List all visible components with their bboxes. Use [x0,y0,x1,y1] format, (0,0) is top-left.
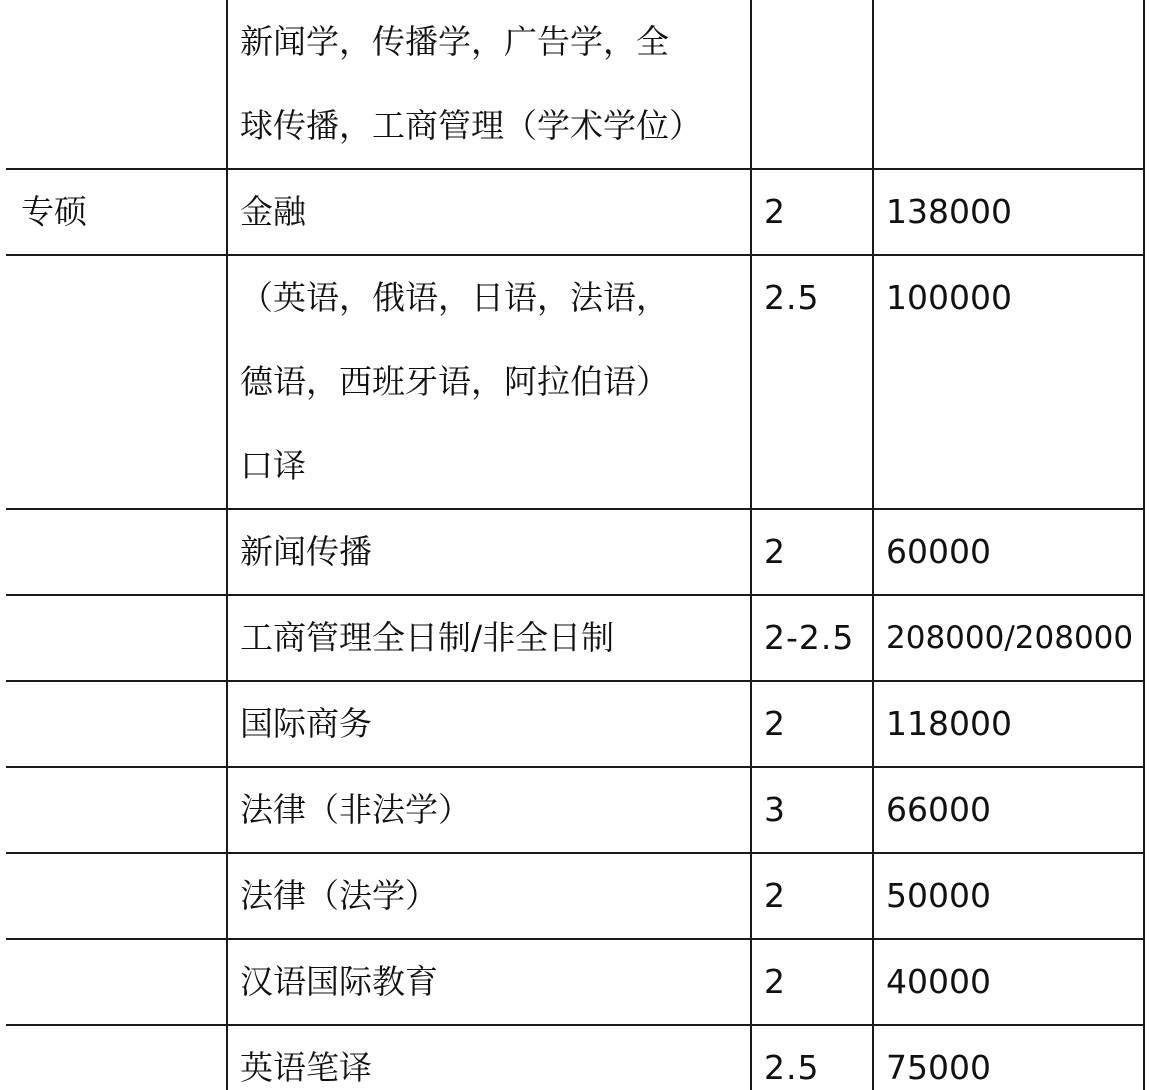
table-row [6,681,1144,767]
program-cell [227,939,751,1025]
table-row [6,767,1144,853]
program-cell [227,1025,751,1090]
program-line: 英语笔译 [240,1048,372,1087]
program-cell [227,0,751,169]
tuition-cell: 208000/208000 [873,595,1144,681]
category-cell [6,853,227,939]
program-line: 口译 [240,446,306,485]
program-line: 工商管理全日制/非全日制 [240,618,615,657]
category-cell [6,255,227,509]
tuition-cell: 50000 [873,853,1144,939]
tuition-table [6,0,1145,1090]
category-cell [6,939,227,1025]
program-line: 新闻传播 [240,532,372,571]
program-cell [227,595,751,681]
program-cell [227,853,751,939]
table-row [6,1025,1144,1090]
tuition-cell: 75000 [873,1025,1144,1090]
tuition-cell: 100000 [873,255,1144,509]
years-cell: 2 [751,853,873,939]
years-cell: 2.5 [751,255,873,509]
tuition-cell: 138000 [873,169,1144,255]
program-line: 汉语国际教育 [240,962,438,1001]
tuition-cell [873,0,1144,169]
category-cell [6,509,227,595]
table-body [6,0,1144,1090]
years-cell: 2 [751,169,873,255]
tuition-cell: 60000 [873,509,1144,595]
category-cell [6,0,227,169]
program-line: 法律（非法学） [240,790,471,829]
tuition-cell: 118000 [873,681,1144,767]
program-line: （英语，俄语，日语，法语， [240,278,669,317]
tuition-cell: 40000 [873,939,1144,1025]
program-line: 国际商务 [240,704,372,743]
program-cell [227,681,751,767]
program-line: 德语，西班牙语，阿拉伯语） [240,362,669,401]
category-cell [6,1025,227,1090]
years-cell: 2-2.5 [751,595,873,681]
table-row [6,0,1144,169]
program-line: 法律（法学） [240,876,438,915]
program-cell [227,169,751,255]
years-cell [751,0,873,169]
years-cell: 3 [751,767,873,853]
category-cell [6,595,227,681]
years-cell: 2 [751,509,873,595]
table-row [6,255,1144,509]
tuition-cell: 66000 [873,767,1144,853]
table-row [6,595,1144,681]
program-line: 球传播，工商管理（学术学位） [240,106,702,145]
program-cell [227,255,751,509]
table-row [6,853,1144,939]
program-cell [227,767,751,853]
years-cell: 2 [751,939,873,1025]
category-cell [6,767,227,853]
program-line: 新闻学，传播学，广告学，全 [240,22,669,61]
category-cell: 专硕 [6,169,227,255]
table-row [6,509,1144,595]
years-cell: 2.5 [751,1025,873,1090]
table-row [6,169,1144,255]
table-row [6,939,1144,1025]
category-cell [6,681,227,767]
years-cell: 2 [751,681,873,767]
program-cell [227,509,751,595]
program-line: 金融 [240,192,306,231]
